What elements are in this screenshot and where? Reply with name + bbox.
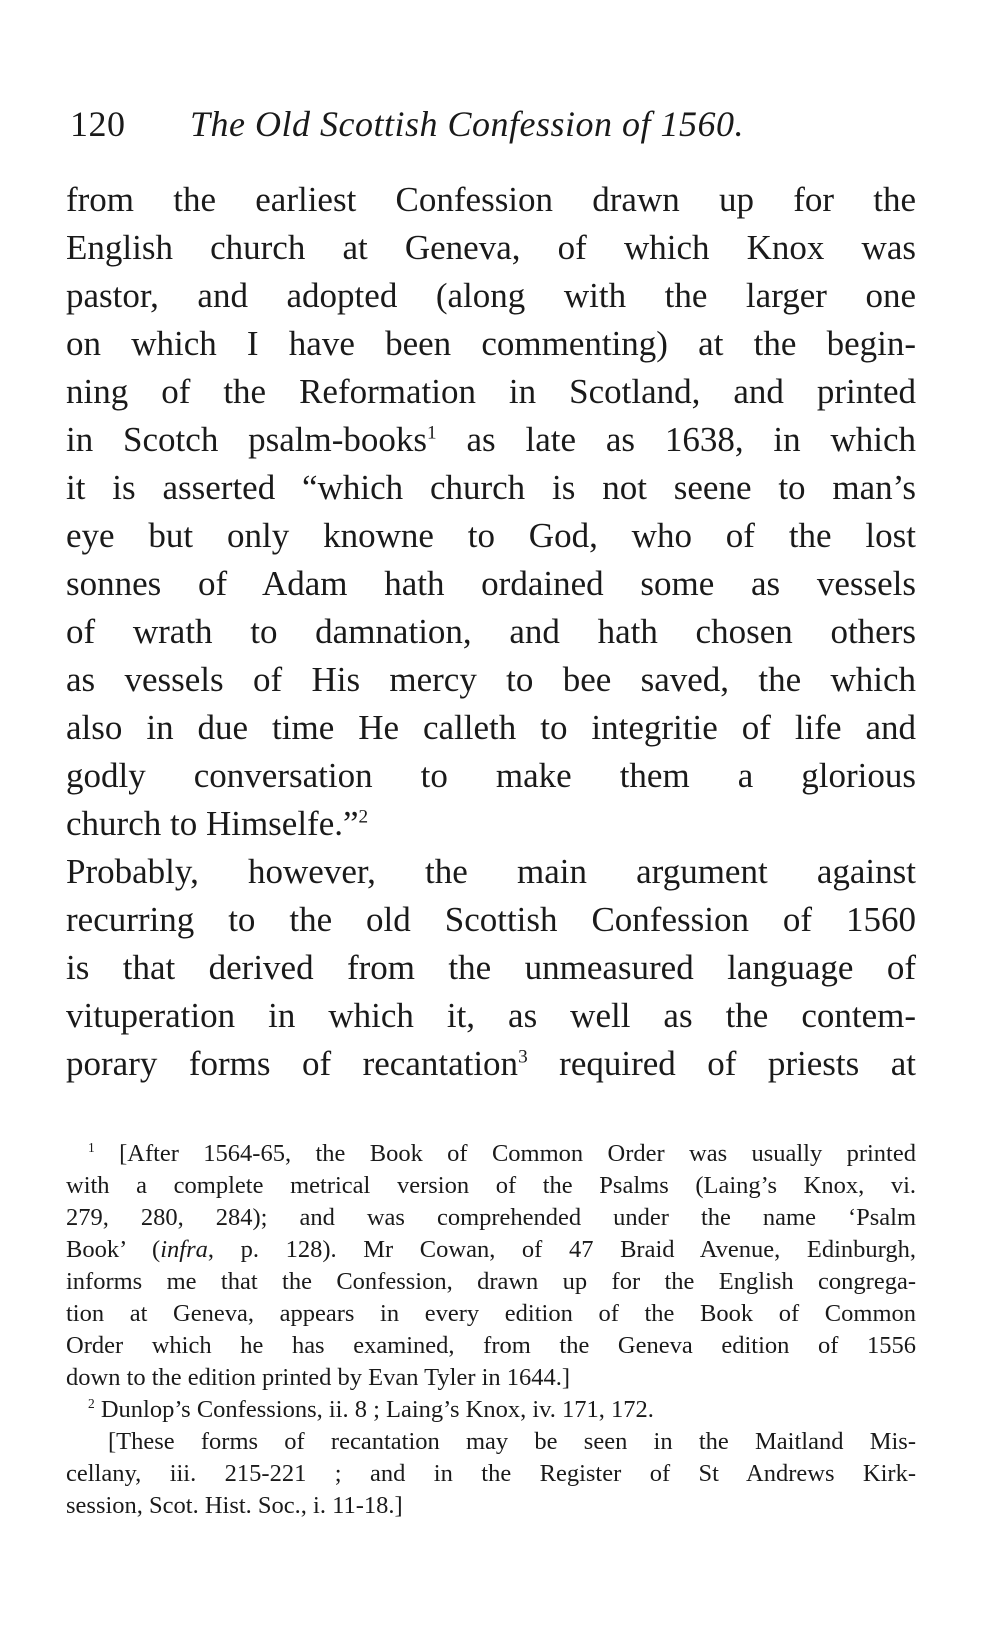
footnotes xyxy=(66,1138,916,1522)
page-number: 120 xyxy=(70,104,126,144)
text-line xyxy=(66,800,916,848)
footnote-line: 279, 280, 284); and was comprehended under the name ‘Psalm xyxy=(66,1204,916,1231)
text-fragment: [After 1564-65, the Book of Common Order was usually printed xyxy=(119,1140,916,1167)
footnote-marker-1: 1 xyxy=(88,1139,95,1155)
text-line: English church at Geneva, of which Knox was xyxy=(66,228,916,267)
text-line: eye but only knowne to God, who of the lost xyxy=(66,516,916,555)
text-line: it is asserted “which church is not seene to man’s xyxy=(66,468,916,507)
text-line: of wrath to damnation, and hath chosen others xyxy=(66,612,916,651)
text-line: as vessels of His mercy to bee saved, the which xyxy=(66,660,916,699)
text-fragment: as late as 1638, in which xyxy=(466,420,916,459)
text-line: pastor, and adopted (along with the larger one xyxy=(66,276,916,315)
footnote-line: [These forms of recantation may be seen in the Maitland Mis- xyxy=(108,1428,916,1455)
running-header xyxy=(70,104,910,144)
text-line: sonnes of Adam hath ordained some as vessels xyxy=(66,564,916,603)
main-text xyxy=(66,176,916,1088)
footnote-ref-3: 3 xyxy=(518,1046,528,1068)
footnote-line: Order which he has examined, from the Geneva edition of 1556 xyxy=(66,1332,916,1359)
footnote-ref-1: 1 xyxy=(427,422,437,444)
footnote-line xyxy=(66,1234,916,1266)
text-line: also in due time He calleth to integritie of life and xyxy=(66,708,916,747)
footnote-ref-2: 2 xyxy=(358,806,369,828)
footnote-line: informs me that the Confession, drawn up for the English congrega- xyxy=(66,1268,916,1295)
text-fragment: Dunlop’s Confessions, ii. 8 ; Laing’s Knox, iv. 171, 172. xyxy=(100,1396,654,1423)
text-fragment: required of priests at xyxy=(559,1044,917,1083)
footnote-line: cellany, iii. 215-221 ; and in the Register of St Andrews Kirk- xyxy=(66,1460,916,1487)
footnote-line: tion at Geneva, appears in every edition of the Book of Common xyxy=(66,1300,916,1327)
footnote-line: session, Scot. Hist. Soc., i. 11-18.] xyxy=(66,1492,403,1519)
italic-fragment: infra xyxy=(160,1236,208,1263)
footnote-marker-2: 2 xyxy=(88,1395,95,1411)
text-line: is that derived from the unmeasured language of xyxy=(66,948,916,987)
paragraph-start-line: Probably, however, the main argument against xyxy=(66,852,916,891)
footnote-line xyxy=(66,1394,916,1426)
text-line: ning of the Reformation in Scotland, and printed xyxy=(66,372,916,411)
footnote-line: down to the edition printed by Evan Tyler in 1644.] xyxy=(66,1364,571,1391)
text-line: godly conversation to make them a glorious xyxy=(66,756,916,795)
text-fragment: , p. 128). Mr Cowan, of 47 Braid Avenue, Edinburgh, xyxy=(207,1236,916,1263)
text-line: on which I have been commenting) at the begin- xyxy=(66,324,916,363)
text-line: vituperation in which it, as well as the contem- xyxy=(66,996,916,1035)
text-fragment: in Scotch psalm-books xyxy=(66,420,428,459)
text-fragment: Book’ ( xyxy=(66,1236,161,1263)
text-fragment: porary forms of recantation xyxy=(66,1044,519,1083)
running-title: The Old Scottish Confession of 1560. xyxy=(190,104,745,144)
footnote-line: with a complete metrical version of the Psalms (Laing’s Knox, vi. xyxy=(66,1172,916,1199)
footnote-line xyxy=(66,1138,916,1170)
text-line: from the earliest Confession drawn up for the xyxy=(66,180,916,219)
text-line: recurring to the old Scottish Confession of 1560 xyxy=(66,900,916,939)
text-fragment: church to Himselfe.” xyxy=(66,804,359,843)
text-line xyxy=(66,1040,916,1088)
text-line xyxy=(66,416,916,464)
